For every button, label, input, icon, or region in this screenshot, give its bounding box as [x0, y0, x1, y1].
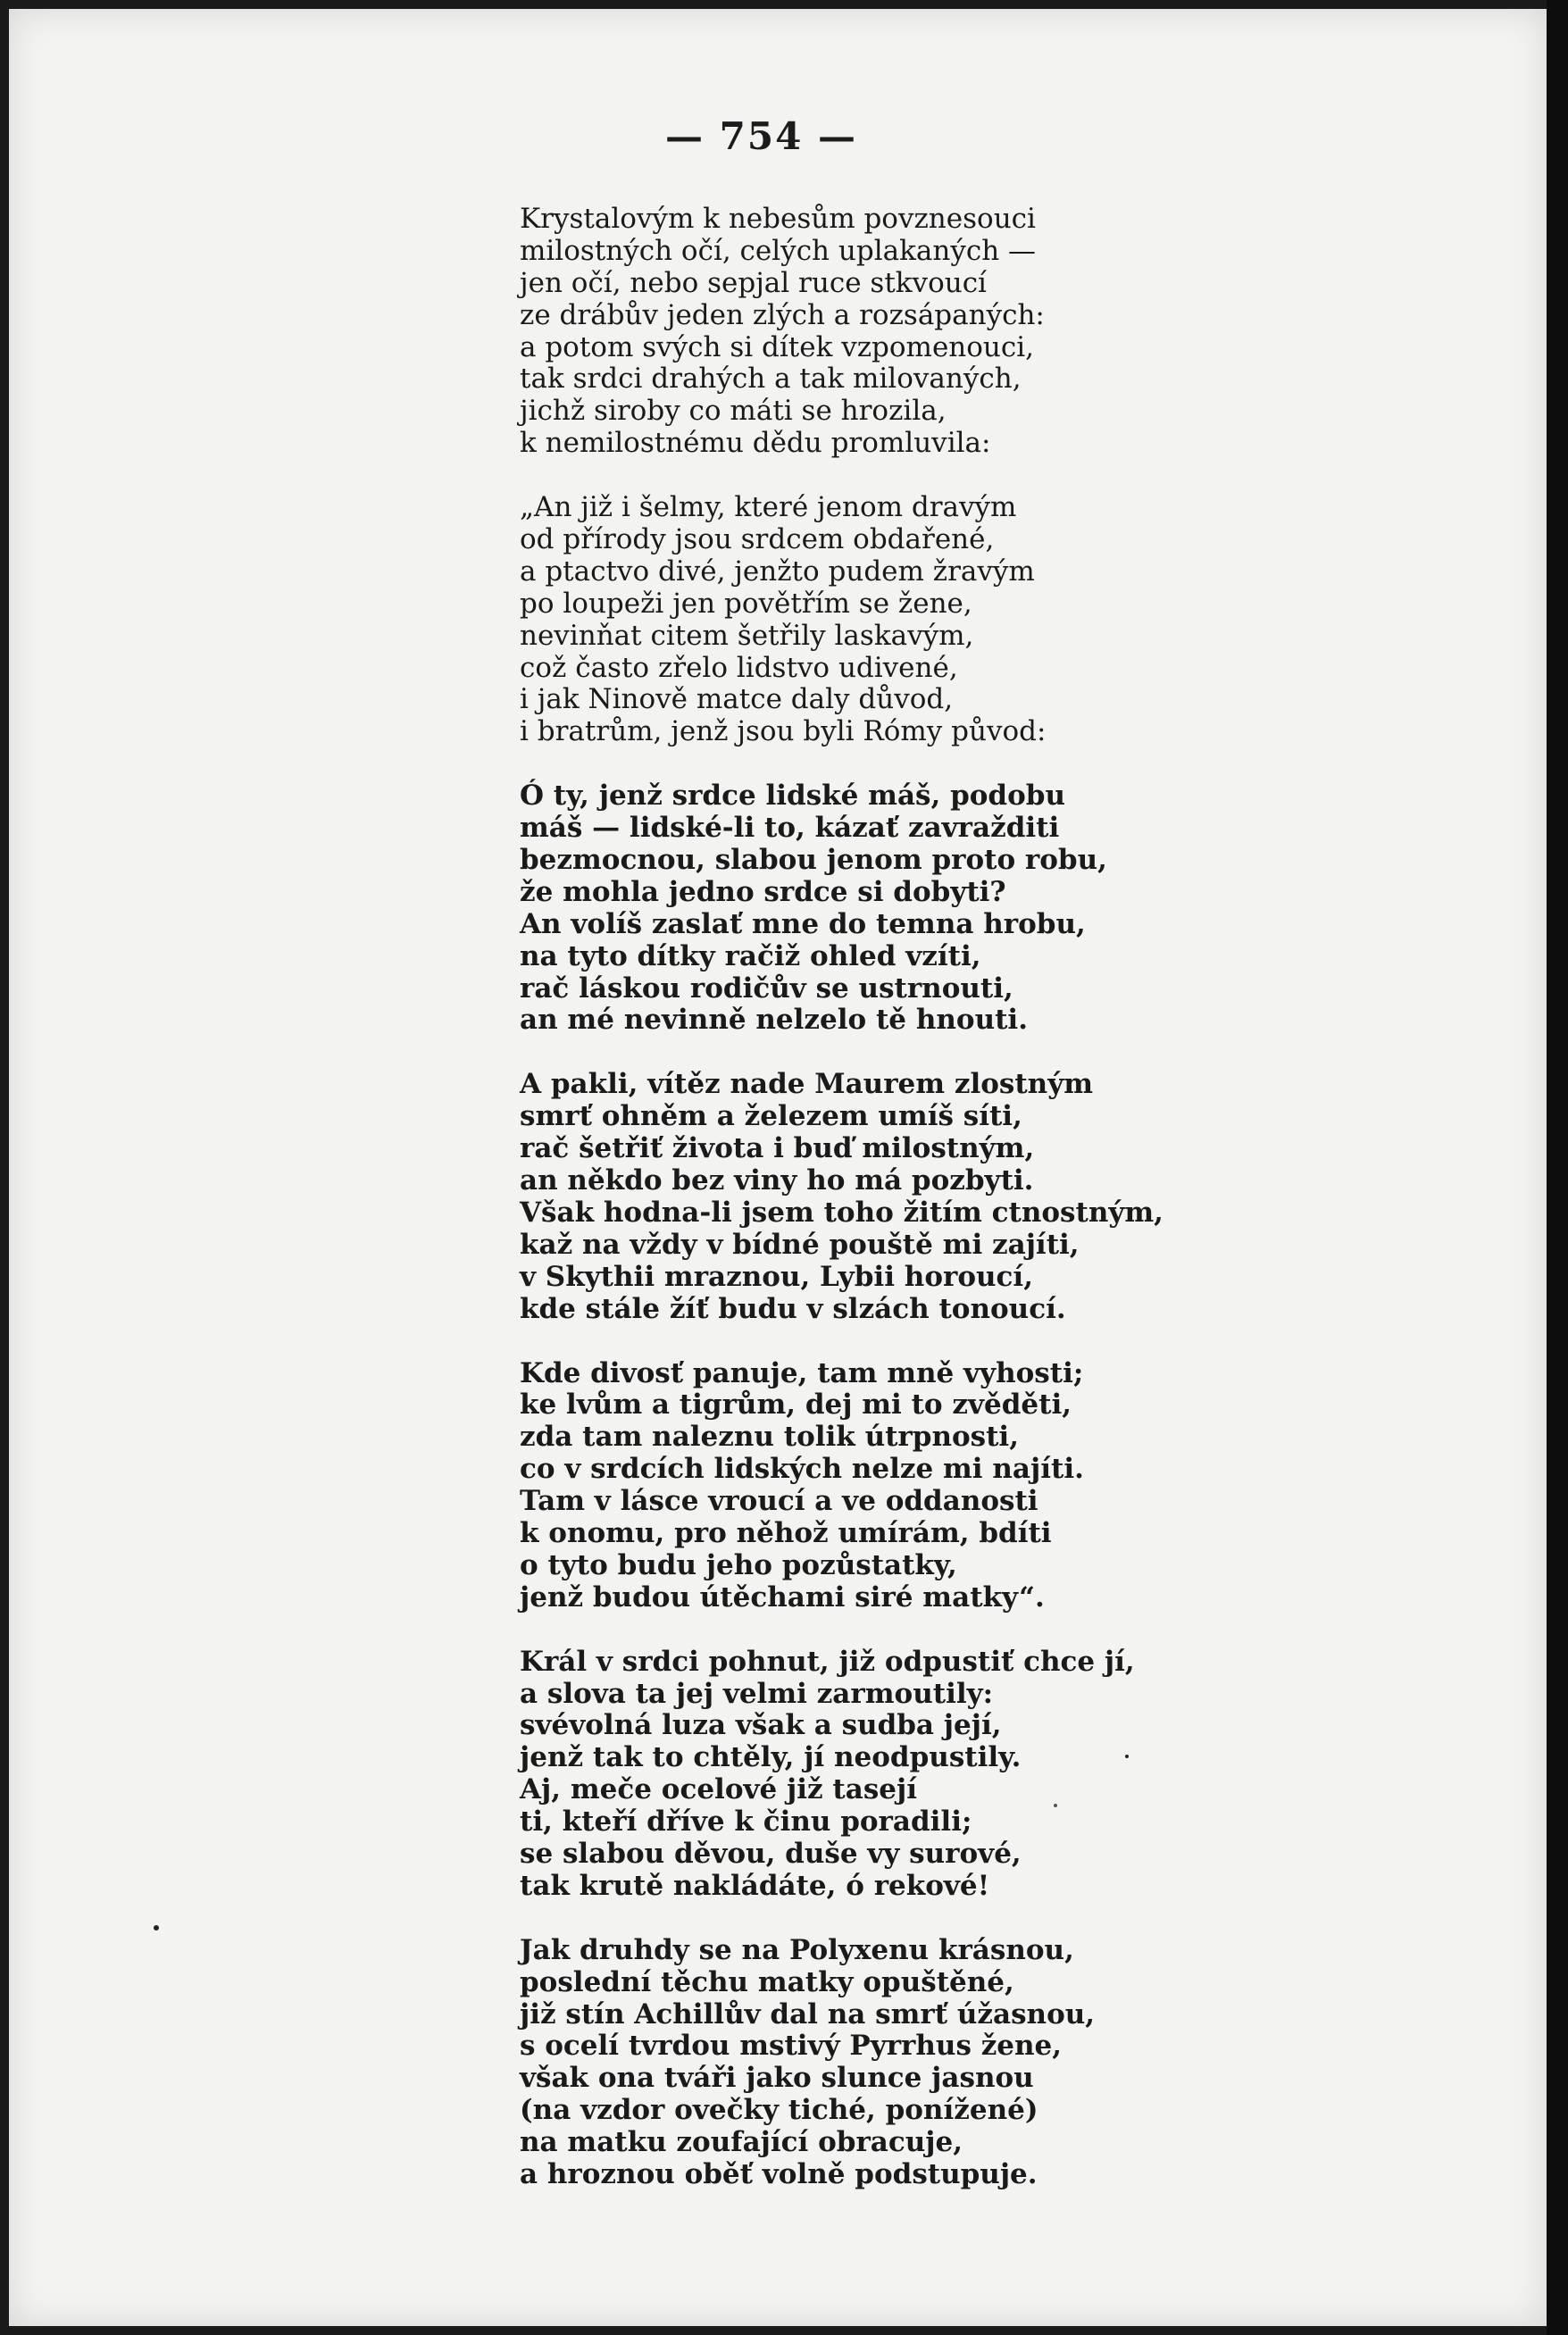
stanza-7-line-5: však ona tváři jako slunce jasnou: [520, 2062, 1034, 2095]
stanza-5-line-6: k onomu, pro něhož umírám, bdíti: [520, 1516, 1052, 1549]
stanza-7: [520, 1935, 1198, 2191]
stanza-6: [520, 1647, 1198, 1903]
stanza-1-line-7: jichž siroby co máti se hrozila,: [520, 395, 947, 428]
stanza-3-line-4: že mohla jedno srdce si dobyti?: [520, 875, 1006, 908]
poem-text: [520, 204, 1198, 2223]
stanza-1: [520, 204, 1198, 460]
stanza-5-line-5: Tam v lásce vroucí a ve oddanosti: [520, 1485, 1038, 1518]
stanza-1-line-6: tak srdci drahých a tak milovaných,: [520, 363, 1022, 396]
stanza-4-line-8: kde stále žíť budu v slzách tonoucí.: [520, 1292, 1066, 1325]
stanza-1-line-2: milostných očí, celých uplakaných —: [520, 234, 1037, 267]
stanza-7-line-4: s ocelí tvrdou mstivý Pyrrhus žene,: [520, 2030, 1063, 2063]
stanza-4: [520, 1069, 1198, 1325]
stanza-4-line-1: A pakli, vítěz nade Maurem zlostným: [520, 1068, 1094, 1101]
stanza-6-line-1: Král v srdci pohnut, již odpustiť chce jí,: [520, 1645, 1135, 1678]
stanza-2-line-6: což často zřelo lidstvo udivené,: [520, 651, 958, 684]
stanza-1-line-1: Krystalovým k nebesům povznesouci: [520, 203, 1036, 235]
stanza-7-line-7: na matku zoufající obracuje,: [520, 2126, 963, 2159]
stanza-4-line-2: smrť ohněm a železem umíš síti,: [520, 1100, 1022, 1133]
stanza-5-line-2: ke lvům a tigrům, dej mi to zvěděti,: [520, 1388, 1072, 1422]
stanza-1-line-3: jen očí, nebo sepjal ruce stkvoucí: [520, 266, 987, 299]
stanza-3-line-6: na tyto dítky račiž ohled vzíti,: [520, 939, 981, 972]
stanza-4-line-4: an někdo bez viny ho má pozbyti.: [520, 1164, 1034, 1197]
stanza-1-line-8: k nemilostnému dědu promluvila:: [520, 427, 991, 460]
stanza-2-line-5: nevinňat citem šetřily laskavým,: [520, 619, 974, 652]
stanza-6-line-3: svévolná luza však a sudba její,: [520, 1709, 1002, 1742]
stanza-3-line-3: bezmocnou, slabou jenom proto robu,: [520, 844, 1107, 877]
stanza-3-line-2: máš — lidské-li to, kázať zavražditi: [520, 812, 1060, 845]
stanza-5-line-3: zda tam naleznu tolik útrpnosti,: [520, 1421, 1019, 1454]
ink-speck: [1125, 1755, 1129, 1758]
stanza-2-line-3: a ptactvo divé, jenžto pudem žravým: [520, 555, 1035, 588]
stanza-3: [520, 780, 1198, 1037]
stanza-5-line-1: Kde divosť panuje, tam mně vyhosti;: [520, 1356, 1084, 1389]
stanza-3-line-7: rač láskou rodičův se ustrnouti,: [520, 972, 1013, 1005]
stanza-2-line-8: i bratrům, jenž jsou byli Rómy původ:: [520, 715, 1047, 748]
stanza-6-line-8: tak krutě nakládáte, ó rekové!: [520, 1869, 990, 1902]
stanza-5-line-7: o tyto budu jeho pozůstatky,: [520, 1548, 957, 1581]
scan-border: [1547, 0, 1568, 2335]
ink-speck: [154, 1925, 159, 1931]
ink-speck: [1054, 1804, 1057, 1807]
stanza-3-line-8: an mé nevinně nelzelo tě hnouti.: [520, 1004, 1029, 1037]
stanza-2: [520, 492, 1198, 748]
stanza-6-line-7: se slabou děvou, duše vy surové,: [520, 1837, 1022, 1870]
stanza-2-line-7: i jak Ninově matce daly důvod,: [520, 683, 954, 716]
stanza-3-line-1: Ó ty, jenž srdce lidské máš, podobu: [520, 780, 1065, 813]
stanza-7-line-6: (na vzdor ovečky tiché, ponížené): [520, 2094, 1038, 2127]
stanza-7-line-2: poslední těchu matky opuštěné,: [520, 1965, 1014, 1998]
stanza-6-line-2: a slova ta jej velmi zarmoutily:: [520, 1677, 994, 1710]
stanza-3-line-5: An volíš zaslať mne do temna hrobu,: [520, 907, 1086, 940]
stanza-2-line-1: „An již i šelmy, které jenom dravým: [520, 491, 1017, 524]
stanza-7-line-8: a hroznou oběť volně podstupuje.: [520, 2157, 1038, 2190]
stanza-6-line-4: jenž tak to chtěly, jí neodpustily.: [520, 1741, 1022, 1774]
stanza-6-line-6: ti, kteří dříve k činu poradili;: [520, 1805, 972, 1839]
stanza-5-line-8: jenž budou útěchami siré matky“.: [520, 1580, 1045, 1614]
stanza-7-line-3: již stín Achillův dal na smrť úžasnou,: [520, 1997, 1096, 2031]
stanza-4-line-5: Však hodna-li jsem toho žitím ctnostným,: [520, 1196, 1163, 1229]
stanza-1-line-5: a potom svých si dítek vzpomenouci,: [520, 330, 1035, 363]
stanza-4-line-6: kaž na vždy v bídné pouště mi zajíti,: [520, 1228, 1080, 1261]
book-page: [9, 9, 1547, 2326]
stanza-2-line-2: od přírody jsou srdcem obdařené,: [520, 523, 995, 556]
stanza-7-line-1: Jak druhdy se na Polyxenu krásnou,: [520, 1933, 1074, 1966]
page-number: — 754 —: [665, 114, 857, 158]
stanza-4-line-3: rač šetřiť života i buď milostným,: [520, 1132, 1035, 1165]
stanza-5-line-4: co v srdcích lidských nelze mi najíti.: [520, 1453, 1084, 1486]
stanza-5: [520, 1358, 1198, 1614]
stanza-2-line-4: po loupeži jen povětřím se žene,: [520, 587, 972, 620]
stanza-4-line-7: v Skythii mraznou, Lybii horoucí,: [520, 1260, 1033, 1293]
stanza-1-line-4: ze drábův jeden zlých a rozsápaných:: [520, 298, 1045, 331]
stanza-6-line-5: Aj, meče ocelové již tasejí: [520, 1773, 917, 1806]
